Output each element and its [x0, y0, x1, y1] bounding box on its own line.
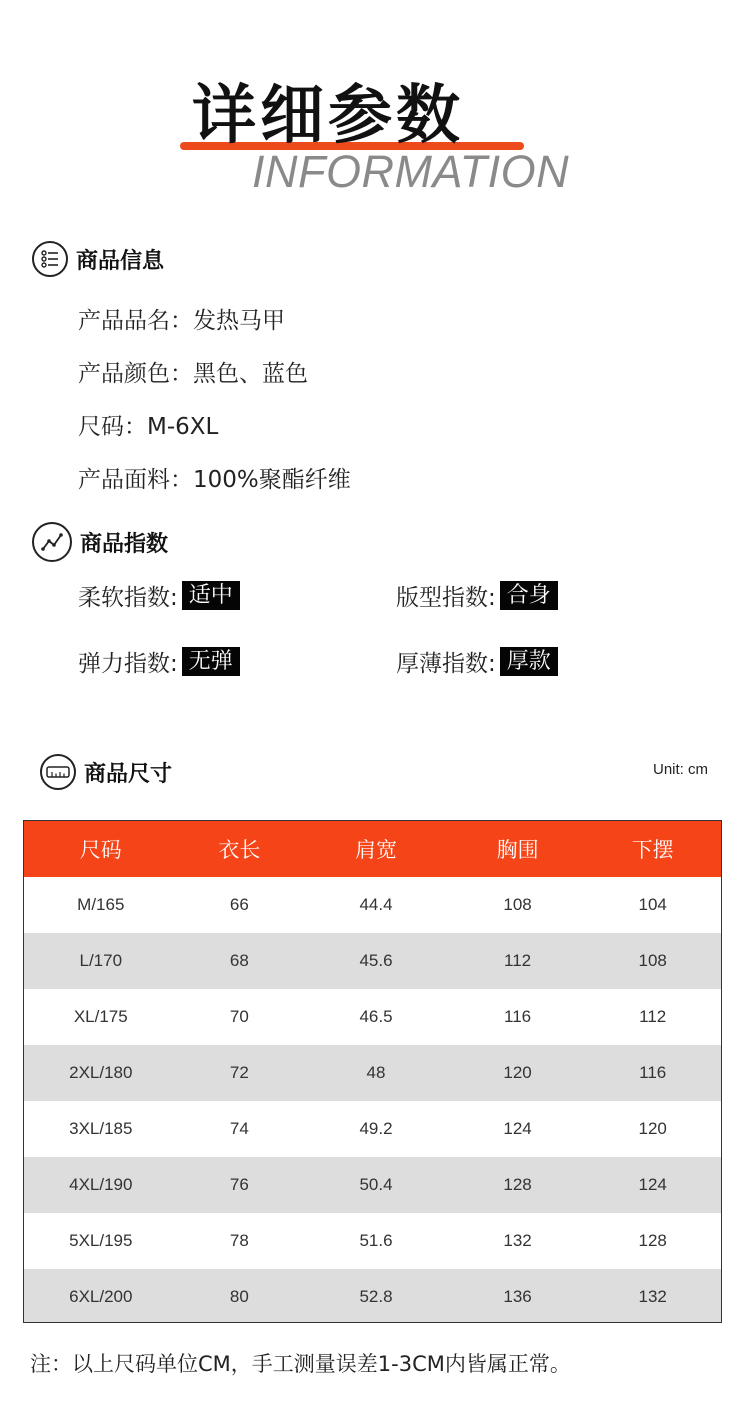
page-title: 详细参数 — [192, 79, 464, 153]
table-cell: 136 — [503, 1287, 532, 1306]
product-index-title: 商品指数 — [80, 531, 169, 557]
info-product-name: 产品品名：发热马甲 — [78, 308, 285, 334]
table-cell: M/165 — [77, 895, 125, 914]
product-info-title: 商品信息 — [76, 248, 165, 274]
table-cell: 104 — [638, 895, 667, 914]
table-cell: 108 — [503, 895, 532, 914]
table-cell: 120 — [638, 1119, 667, 1138]
table-cell: 124 — [638, 1175, 667, 1194]
table-cell: 51.6 — [359, 1231, 393, 1250]
table-cell: 2XL/180 — [69, 1063, 133, 1082]
table-cell: 66 — [229, 895, 249, 914]
index-label: 柔软指数: — [78, 585, 178, 611]
column-header: 尺码 — [79, 838, 122, 862]
table-row — [24, 989, 721, 1045]
table-cell: 112 — [504, 951, 532, 970]
table-cell: 44.4 — [359, 895, 393, 914]
info-size-range: 尺码：M-6XL — [78, 414, 219, 440]
table-cell: 108 — [638, 951, 667, 970]
table-row — [24, 1045, 721, 1101]
size-chart-title: 商品尺寸 — [84, 761, 173, 787]
info-product-color: 产品颜色：黑色、蓝色 — [78, 361, 308, 387]
table-cell: 49.2 — [359, 1119, 393, 1138]
table-cell: 70 — [229, 1007, 249, 1026]
table-cell: 50.4 — [359, 1175, 393, 1194]
index-value: 厚款 — [500, 647, 558, 676]
index-fit — [396, 579, 558, 612]
column-header: 胸围 — [496, 838, 539, 862]
table-row — [24, 933, 721, 989]
table-cell: 120 — [503, 1063, 532, 1082]
table-cell: 3XL/185 — [69, 1119, 133, 1138]
size-table — [23, 820, 722, 1323]
table-cell: 45.6 — [359, 951, 393, 970]
measurement-note: 注：以上尺码单位CM，手工测量误差1-3CM内皆属正常。 — [30, 1352, 571, 1376]
table-row — [24, 1157, 721, 1213]
table-cell: 74 — [229, 1119, 249, 1138]
table-cell: XL/175 — [73, 1007, 128, 1026]
unit-label: Unit: cm — [652, 761, 708, 778]
table-cell: 112 — [639, 1007, 667, 1026]
column-header: 下摆 — [631, 838, 674, 862]
table-cell: 116 — [504, 1007, 532, 1026]
column-header: 肩宽 — [354, 838, 397, 862]
table-cell: 6XL/200 — [69, 1287, 133, 1306]
table-header-row — [24, 821, 721, 877]
table-cell: 68 — [229, 951, 249, 970]
table-cell: 132 — [638, 1287, 667, 1306]
table-cell: 5XL/195 — [69, 1231, 133, 1250]
table-cell: 72 — [229, 1063, 249, 1082]
page-subtitle: INFORMATION — [252, 146, 570, 197]
table-cell: 4XL/190 — [69, 1175, 133, 1194]
checklist-icon — [32, 241, 68, 277]
table-cell: 132 — [503, 1231, 532, 1250]
table-row — [24, 1101, 721, 1157]
product-index-header — [32, 522, 168, 562]
table-row — [24, 1269, 721, 1323]
table-row — [24, 1213, 721, 1269]
info-fabric: 产品面料：100%聚酯纤维 — [78, 467, 351, 493]
table-row — [24, 877, 721, 933]
index-label: 版型指数: — [396, 585, 496, 611]
product-info-header — [32, 241, 164, 277]
table-cell: 128 — [503, 1175, 532, 1194]
ruler-icon — [40, 754, 76, 790]
table-cell: L/170 — [79, 951, 123, 970]
index-elasticity — [78, 645, 240, 678]
table-cell: 116 — [639, 1063, 667, 1082]
index-thickness — [396, 645, 558, 678]
index-value: 适中 — [182, 581, 240, 610]
trend-line-icon — [32, 522, 72, 562]
index-value: 合身 — [500, 581, 558, 610]
table-cell: 78 — [229, 1231, 249, 1250]
table-cell: 48 — [366, 1063, 386, 1082]
table-cell: 80 — [229, 1287, 249, 1306]
index-label: 弹力指数: — [78, 651, 178, 677]
table-cell: 46.5 — [359, 1007, 393, 1026]
index-label: 厚薄指数: — [396, 651, 496, 677]
size-chart-header — [40, 754, 172, 790]
table-cell: 128 — [638, 1231, 667, 1250]
table-cell: 52.8 — [359, 1287, 393, 1306]
index-softness — [78, 579, 240, 612]
index-value: 无弹 — [182, 647, 240, 676]
table-cell: 76 — [229, 1175, 249, 1194]
column-header: 衣长 — [218, 838, 261, 862]
table-cell: 124 — [503, 1119, 532, 1138]
